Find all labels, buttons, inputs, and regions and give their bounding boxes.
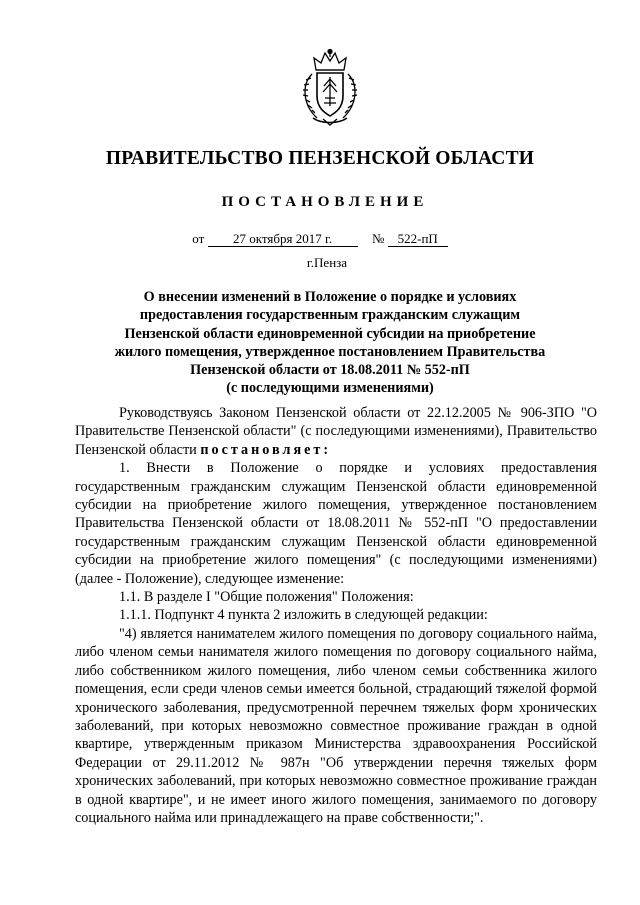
- resolves-word: постановляет:: [200, 441, 332, 458]
- title-line: Пензенской области единовременной субсидии на приобретение: [124, 325, 536, 342]
- decree-date: 27 октября 2017 г.: [208, 231, 358, 247]
- city: г.Пенза: [306, 255, 348, 270]
- intro-text: Руководствуясь Законом Пензенской области от 22.12.2005 № 906-ЗПО "О Правительстве Пензенской области" (с последующими изменениями), Правительство Пензенской области: [75, 405, 597, 458]
- paragraph-1: 1. Внести в Положение о порядке и условиях предоставления государственным гражданским служащим Пензенской области единовременной субсидии на приобретение жилого помещения, утвержденное постановлением Правительства Пензенской области от 18.08.2011 № 552-пП "О предоставлении государственным гражданским служащим Пензенской области единовременной субсидии на приобретение жилого помещения" (с последующими изменениями) (далее - Положение), следующее изменение:: [75, 460, 597, 587]
- intro-paragraph: [75, 404, 597, 459]
- paragraph-1-1: 1.1. В разделе I "Общие положения" Положения:: [119, 589, 414, 606]
- date-number-line: [0, 231, 640, 247]
- title-line: О внесении изменений в Положение о порядке и условиях: [143, 289, 517, 305]
- document-type: ПОСТАНОВЛЕНИЕ: [221, 194, 429, 210]
- decree-body: [75, 404, 597, 827]
- title-line: (с последующими изменениями): [226, 380, 434, 397]
- number-prefix: №: [372, 231, 385, 246]
- decree-number: 522-пП: [388, 231, 448, 247]
- government-name: ПРАВИТЕЛЬСТВО ПЕНЗЕНСКОЙ ОБЛАСТИ: [105, 148, 535, 169]
- date-prefix: от: [192, 231, 205, 246]
- title-line: Пензенской области от 18.08.2011 № 552-пП: [190, 362, 470, 379]
- paragraph-subitem-4: "4) является нанимателем жилого помещения по договору социального найма, либо членом семьи нанимателя жилого помещения по договору социального найма, либо собственником жилого помещения, либо членом семьи собственника жилого помещения, если среди членов семьи имеется больной, страдающий тяжелой формой хронического заболевания, предусмотренной перечнем тяжелых форм хронических заболеваний, при которых невозможно совместное проживание граждан в одной квартире, утвержденным приказом Министерства здравоохранения Российской Федерации от 29.11.2012 № 987н "Об утверждении перечня тяжелых форм хронических заболеваний, при которых невозможно совместное проживание граждан в одной квартире", и не имеет иного жилого помещения, занимаемого по договору социального найма или принадлежащего на праве собственности;".: [75, 625, 597, 826]
- title-line: предоставления государственным гражданским служащим: [139, 307, 521, 324]
- coat-of-arms-icon: [299, 48, 361, 126]
- paragraph-1-1-1: 1.1.1. Подпункт 4 пункта 2 изложить в следующей редакции:: [119, 607, 488, 624]
- decree-title: [90, 288, 570, 398]
- title-line: жилого помещения, утвержденное постановлением Правительства: [114, 343, 546, 360]
